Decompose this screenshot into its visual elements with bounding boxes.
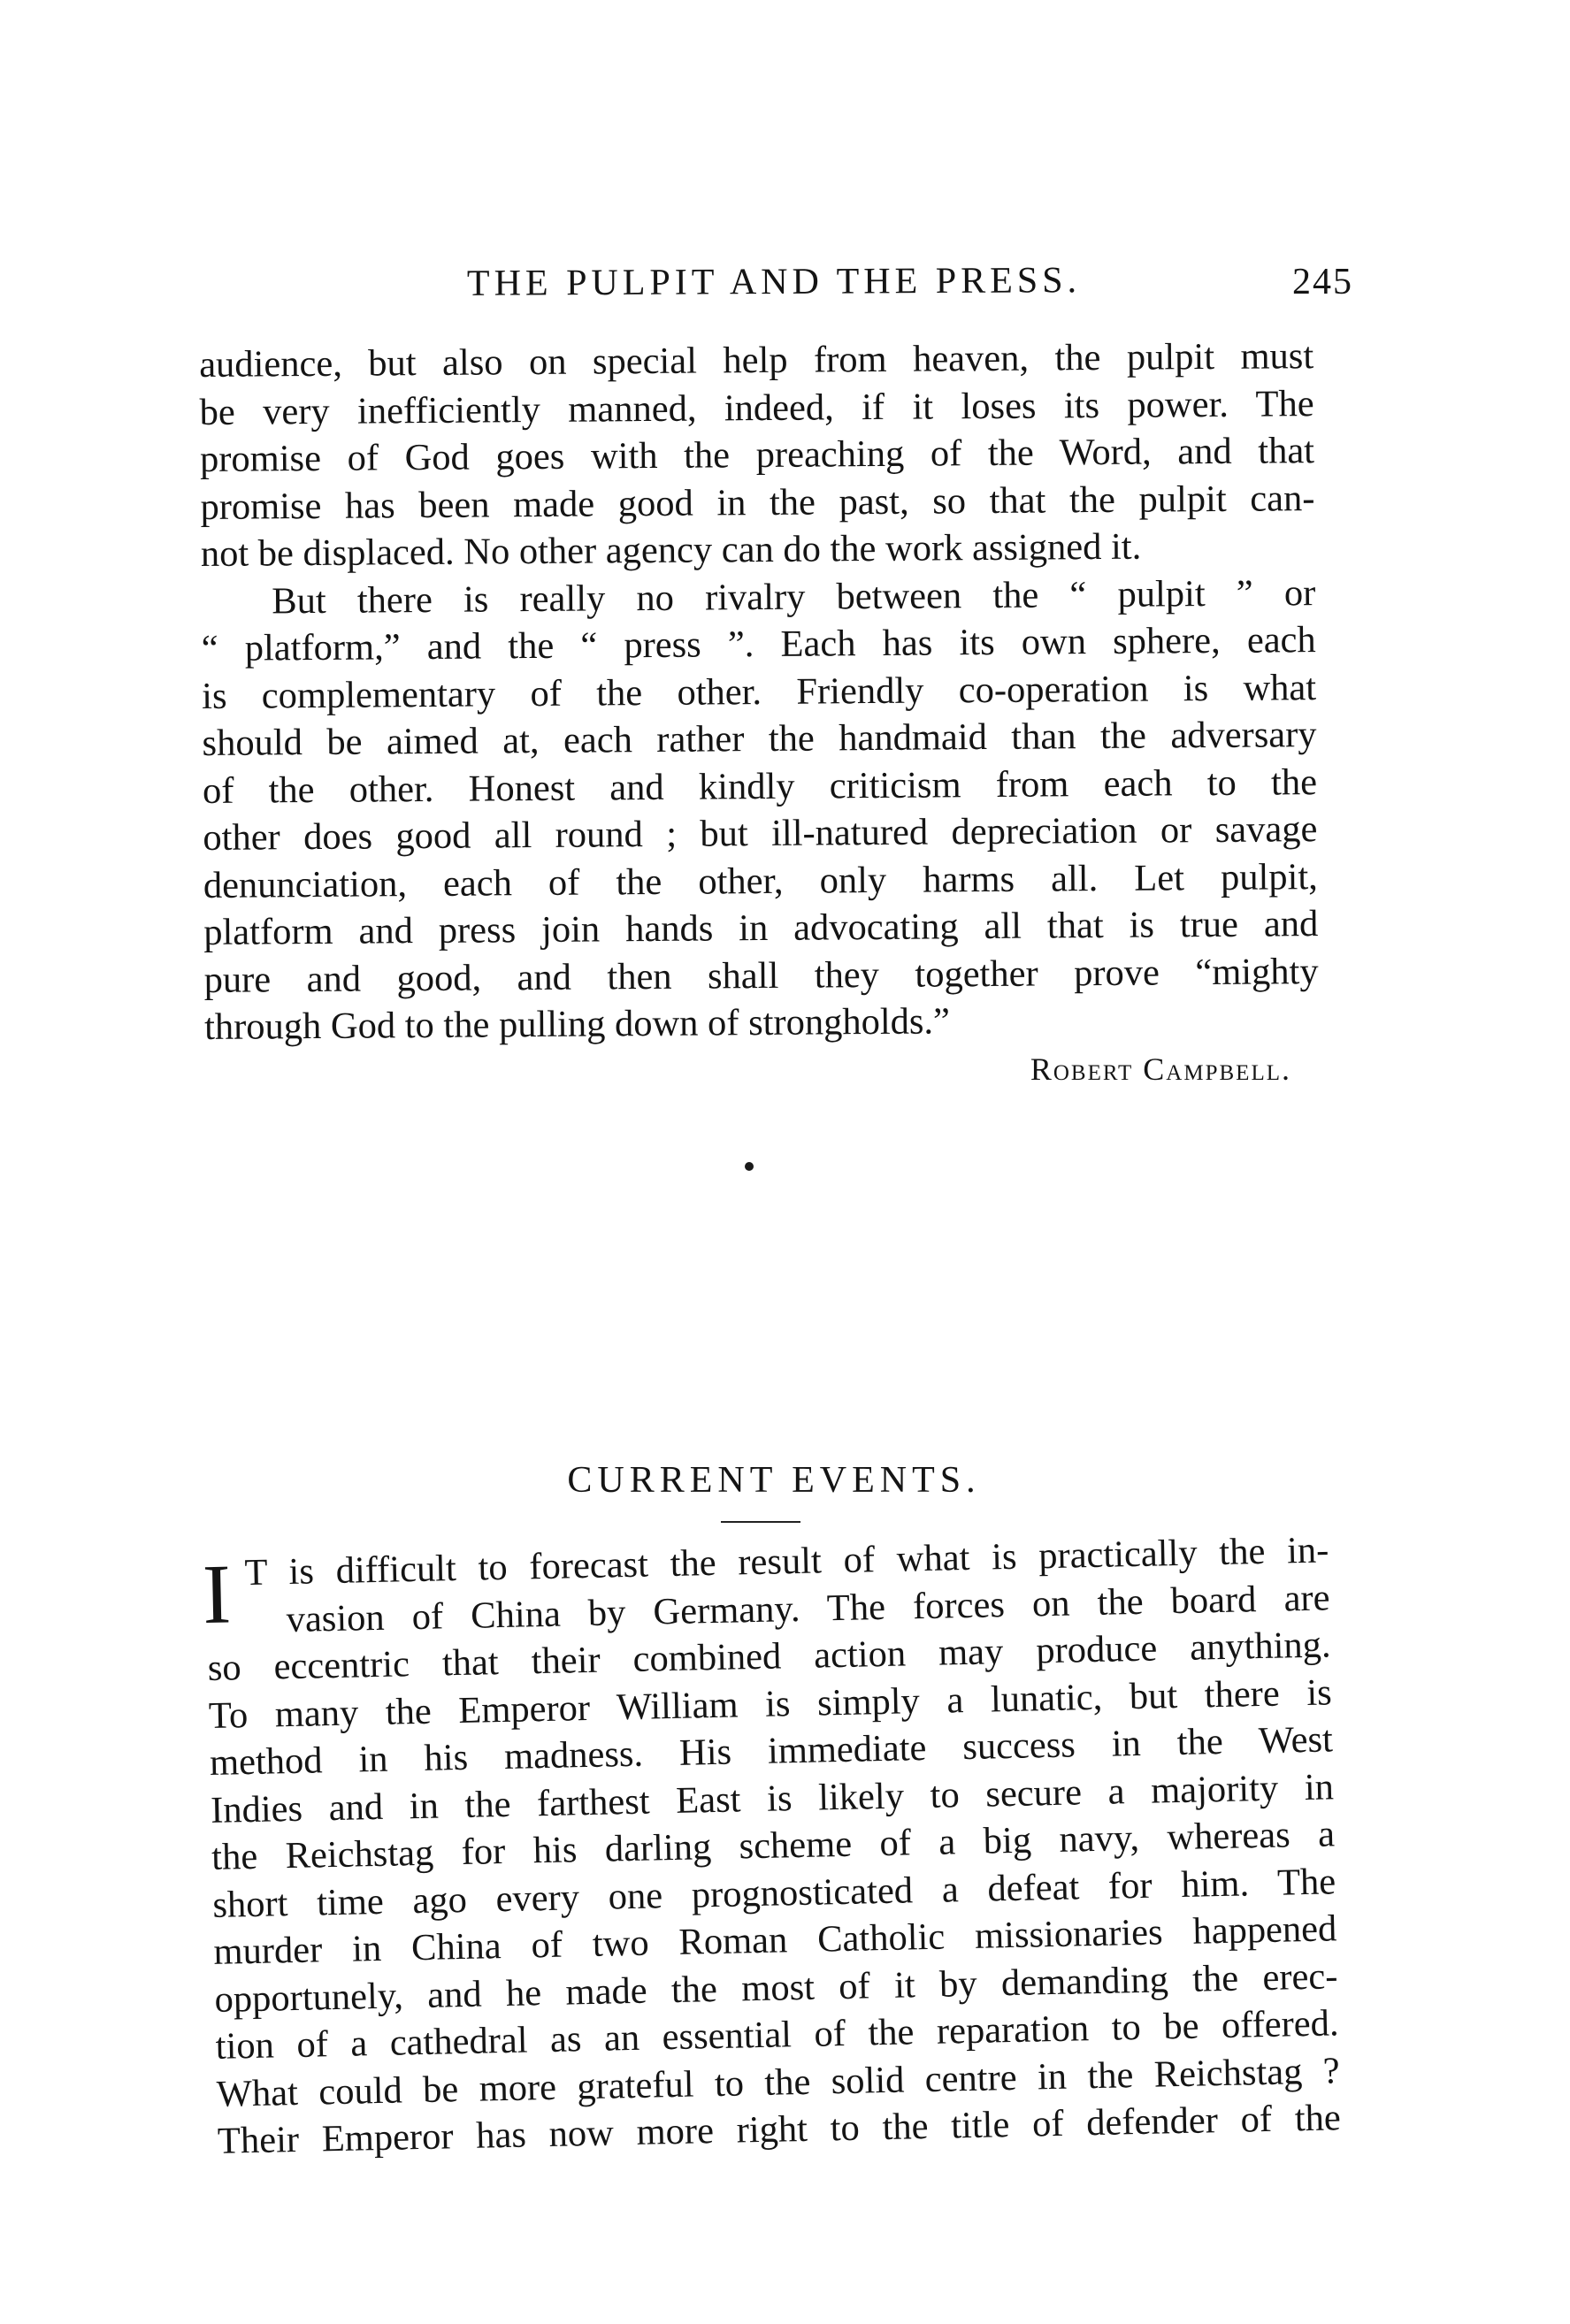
- text-line: Indies and in the farthest East is likely to secure a majority in: [210, 1765, 1335, 1831]
- text-line: promise of God goes with the preaching of the Word, and that: [199, 430, 1315, 480]
- author-signature: Robert Campbell.: [1030, 1051, 1291, 1087]
- text-line: What could be more grateful to the solid centre in the Reichstag ?: [216, 2049, 1341, 2115]
- text-line: vasion of China by Germany. The forces on the board are: [286, 1576, 1330, 1640]
- text-line: But there is really no rivalry between the “ pulpit ” or: [272, 571, 1316, 622]
- text-line: of the other. Honest and kindly criticism from each to the: [202, 761, 1318, 812]
- text-line: opportunely, and he made the most of it by demanding the erec-: [214, 1954, 1338, 2021]
- text-line: should be aimed at, each rather the handmaid than the adversary: [202, 714, 1317, 764]
- running-head: [195, 261, 1353, 314]
- text-line: so eccentric that their combined action may produce anything.: [207, 1624, 1332, 1689]
- text-line: denunciation, each of the other, only harms all. Let pulpit,: [203, 855, 1318, 906]
- text-line: the Reichstag for his darling scheme of a big navy, whereas a: [211, 1813, 1336, 1878]
- text-line: short time ago every one prognosticated a defeat for him. The: [211, 1860, 1336, 1926]
- text-line: is complementary of the other. Friendly co-operation is what: [201, 666, 1317, 717]
- text-line: murder in China of two Roman Catholic missionaries happened: [213, 1907, 1337, 1973]
- running-title: THE PULPIT AND THE PRESS.: [466, 260, 1082, 304]
- ink-speck: [745, 1162, 754, 1171]
- text-line: through God to the pulling down of strongholds.”: [203, 1000, 951, 1048]
- text-line: “ platform,” and the “ press ”. Each has its own sphere, each: [201, 619, 1316, 669]
- article-pulpit-and-press: [199, 333, 1319, 1051]
- text-line: pure and good, and then shall they together prove “mighty: [203, 950, 1319, 1001]
- text-line: T is difficult to forecast the result of what is practically the in-: [244, 1529, 1329, 1594]
- text-line: To many the Emperor William is simply a lunatic, but there is: [208, 1670, 1333, 1737]
- text-line: platform and press join hands in advocating all that is true and: [203, 903, 1319, 953]
- section-heading: CURRENT EVENTS.: [567, 1460, 981, 1501]
- text-line: Their Emperor has now more right to the title of defender of the: [217, 2097, 1342, 2162]
- page-number: 245: [1292, 262, 1353, 302]
- text-line: tion of a cathedral as an essential of the reparation to be offered.: [215, 2002, 1339, 2068]
- text-line: promise has been made good in the past, so that the pulpit can-: [200, 477, 1315, 528]
- drop-cap: I: [201, 1546, 233, 1642]
- article-current-events: [201, 1526, 1342, 2165]
- text-line: not be displaced. No other agency can do the work assigned it.: [200, 525, 1142, 575]
- text-line: method in his madness. His immediate success in the West: [209, 1718, 1334, 1784]
- text-line: be very inefficiently manned, indeed, if it loses its power. The: [199, 382, 1314, 433]
- text-line: other does good all round ; but ill-natured depreciation or savage: [203, 808, 1318, 859]
- text-line: audience, but also on special help from heaven, the pulpit must: [199, 335, 1314, 386]
- heading-rule: [721, 1521, 800, 1523]
